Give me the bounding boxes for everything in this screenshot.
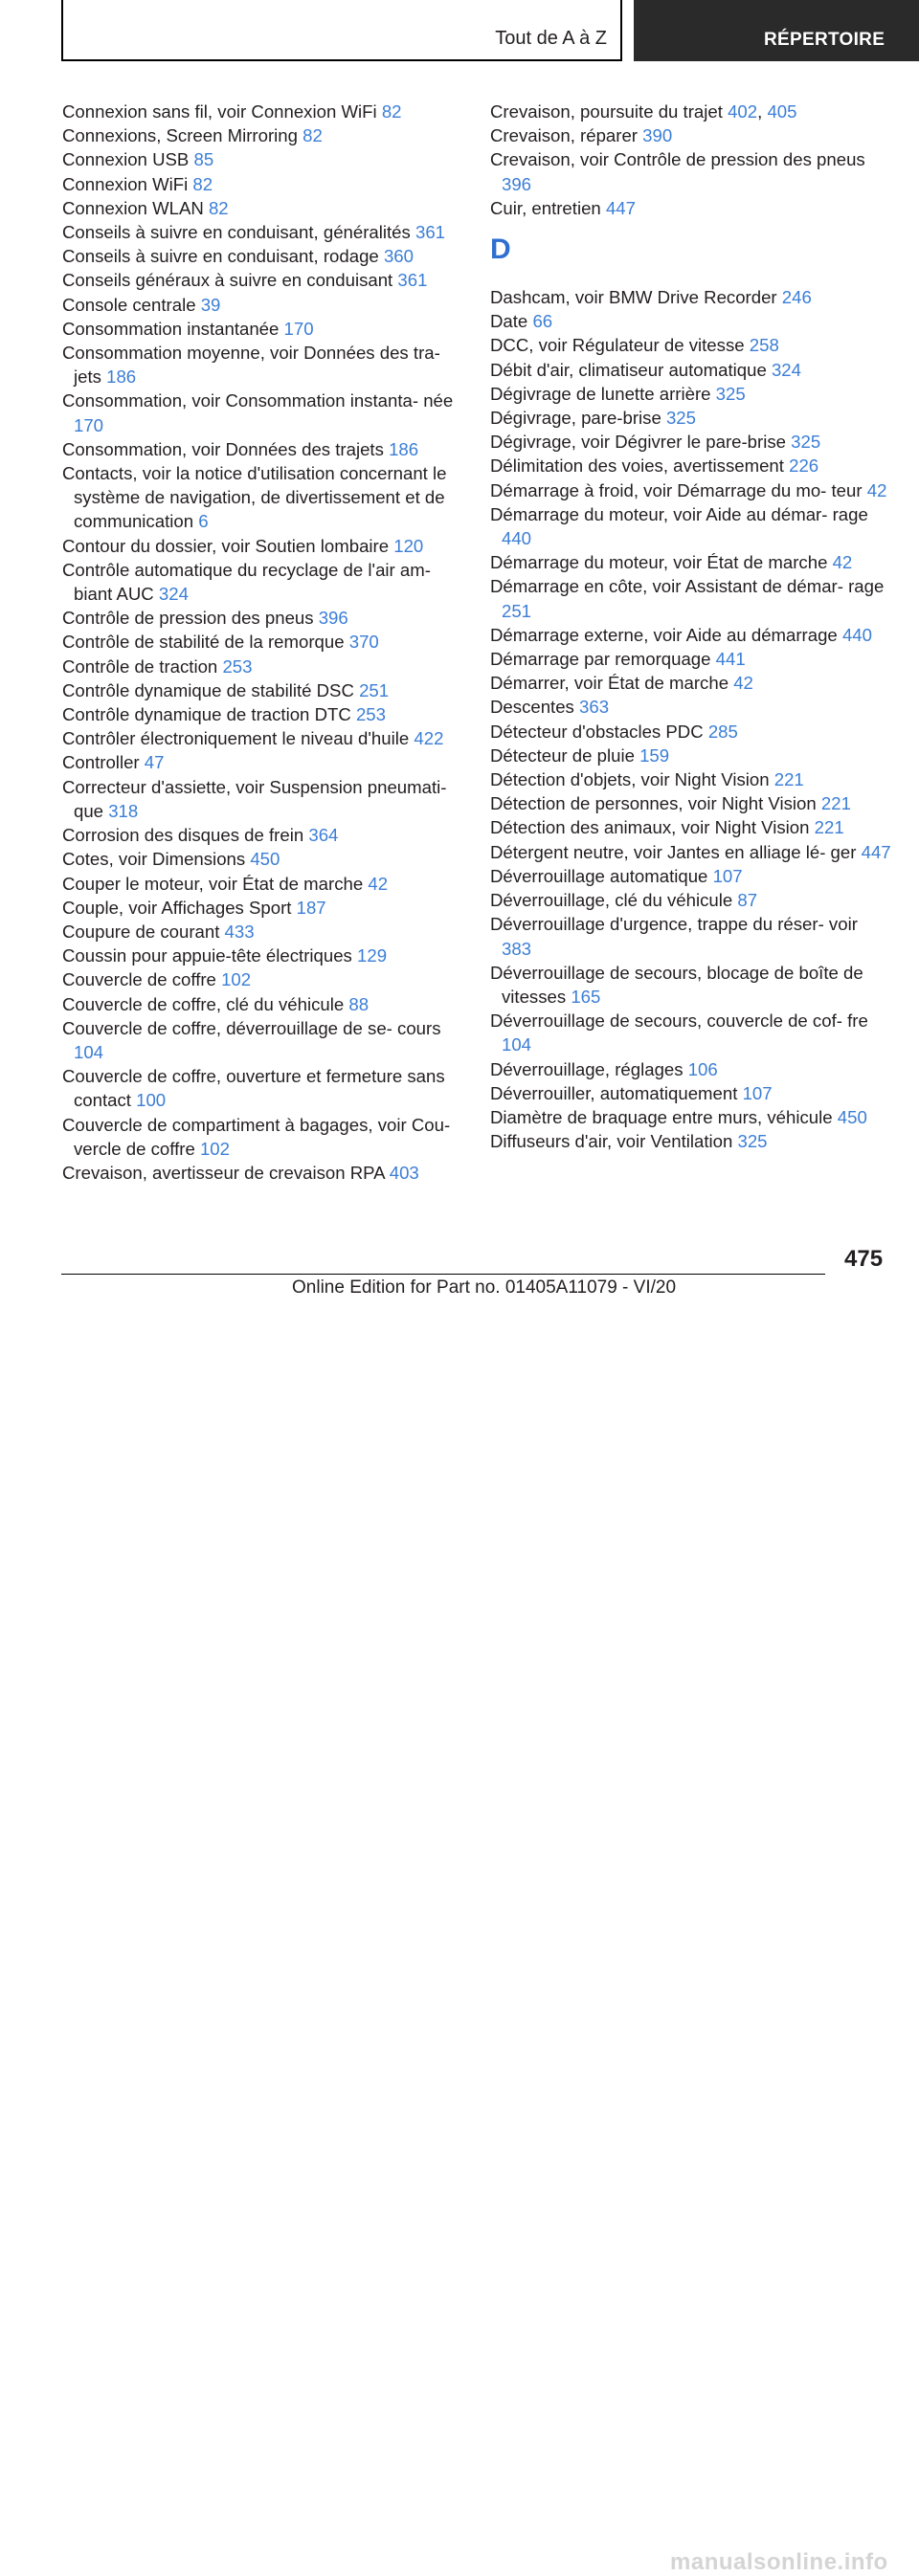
index-entry [490,196,892,220]
page-reference-link[interactable]: 170 [74,414,104,435]
index-entry-term: Contacts, voir la notice d'utilisation concernant le système de navigation, de divertissement et de communication [62,463,447,532]
page-reference-link[interactable]: 106 [687,1058,718,1079]
index-entry-term: Couvercle de compartiment à bagages, voir Cou‐ vercle de coffre [62,1114,451,1159]
footer [0,1277,919,2575]
page-reference-link[interactable]: 104 [502,1034,532,1055]
page-reference-link[interactable]: 402 [728,101,758,122]
index-entry-term: Coussin pour appuie-tête électriques [62,945,352,966]
page-reference-link[interactable]: 396 [318,608,348,629]
page-reference-link[interactable]: 221 [773,769,804,790]
index-entry-term: Cotes, voir Dimensions [62,849,246,870]
page-reference-link[interactable]: 285 [707,721,738,742]
index-entry [62,630,464,654]
index-entry [62,123,464,147]
index-entry [62,847,464,871]
section-letter-d: D [490,233,511,266]
page-reference-link[interactable]: 82 [303,125,323,146]
index-entry [490,961,892,1009]
index-entry-term: Détection des animaux, voir Night Vision [490,817,810,838]
index-entry-term: Contrôle de pression des pneus [62,608,314,629]
page-reference-link[interactable]: 325 [737,1131,768,1152]
page-reference-link[interactable]: 253 [355,704,386,725]
index-entry [490,767,892,791]
index-entry-term: Détection d'objets, voir Night Vision [490,769,770,790]
page-reference-link[interactable]: 82 [192,173,213,194]
index-entry-term: Déverrouiller, automatiquement [490,1082,738,1103]
index-entry [490,285,892,309]
index-entry [62,244,464,268]
index-entry [62,172,464,196]
index-entry-term: Consommation, voir Données des trajets [62,438,384,459]
index-entry [490,720,892,744]
page-reference-link[interactable]: 325 [665,408,696,429]
page-reference-link[interactable]: 85 [193,149,214,170]
index-entry [490,147,892,195]
index-entry-term: Dégivrage de lunette arrière [490,383,711,404]
page-reference-link[interactable]: 42 [368,873,389,894]
index-entry-term: Déverrouillage, clé du véhicule [490,890,733,911]
index-entry [62,896,464,920]
page-reference-link[interactable]: 450 [837,1106,867,1127]
page-reference-link[interactable]: 39 [200,294,221,315]
index-entry-term: Détecteur d'obstacles PDC [490,721,704,742]
index-entry [62,341,464,389]
page-reference-link[interactable]: 102 [199,1138,230,1159]
page-separator: , [757,101,763,122]
page-reference-link[interactable]: 42 [866,479,887,500]
index-entry-term: Démarrage du moteur, voir État de marche [490,552,828,573]
index-entry [62,268,464,292]
index-entry [490,1129,892,1153]
header-section-label: Tout de A à Z [495,28,607,49]
index-column-left [62,100,464,1185]
index-entry-term: Débit d'air, climatiseur automatique [490,359,767,380]
index-entry-term: Détecteur de pluie [490,744,635,766]
page-reference-link[interactable]: 325 [715,383,746,404]
page-reference-link[interactable]: 251 [359,679,390,700]
index-entry [62,461,464,534]
index-entry [490,1057,892,1081]
index-entry-term: Démarrage à froid, voir Démarrage du mo‐ teur [490,479,863,500]
index-entry [62,293,464,317]
index-entry-term: Consommation moyenne, voir Données des tra‐ jets [62,343,440,388]
page-reference-link[interactable]: 170 [283,318,314,339]
index-entry-term: Crevaison, poursuite du trajet [490,101,723,122]
index-entry [62,558,464,606]
index-entry [490,358,892,382]
page-reference-link[interactable]: 42 [733,673,753,694]
page-reference-link[interactable]: 221 [820,793,851,814]
page-reference-link[interactable]: 422 [414,728,444,749]
index-entry [490,864,892,888]
index-entry-term: Démarrage externe, voir Aide au démarrage [490,624,838,645]
index-entry [62,992,464,1016]
index-entry [62,100,464,123]
index-entry-term: Crevaison, réparer [490,125,638,146]
footer-divider [61,1274,825,1275]
index-entry [490,382,892,406]
index-entry-term: Controller [62,752,140,773]
index-entry [62,967,464,991]
index-entry [62,823,464,847]
page-reference-link[interactable]: 447 [605,197,636,218]
index-entry-term: Déverrouillage de secours, couvercle de cof‐ fre [490,1010,868,1032]
index-entry-term: Console centrale [62,294,196,315]
index-entry [490,647,892,671]
index-entry-term: Contrôle de stabilité de la remorque [62,632,345,653]
index-entry [62,389,464,436]
index-entry-term: Correcteur d'assiette, voir Suspension pneumati‐ que [62,776,447,821]
index-entry [62,678,464,702]
index-entry [490,1009,892,1056]
page-reference-link[interactable]: 42 [832,552,853,573]
index-entry-term: Contrôle automatique du recyclage de l'air am‐ biant AUC [62,559,431,605]
index-entry [62,655,464,678]
index-entry [62,317,464,341]
page-reference-link[interactable]: 318 [108,800,139,821]
page-reference-link[interactable]: 403 [389,1162,419,1183]
index-entry [62,1113,464,1161]
index-entry [62,726,464,750]
index-entry-term: Connexions, Screen Mirroring [62,125,298,146]
index-entry-term: Consommation, voir Consommation instanta‐ née [62,390,454,411]
index-entry [62,702,464,726]
index-entry-term: Contour du dossier, voir Soutien lombaire [62,535,390,556]
index-entry [62,944,464,967]
index-entry-term: Cuir, entretien [490,197,601,218]
index-entry-term: Couvercle de coffre, ouverture et fermeture sans contact [62,1066,445,1111]
index-entry [490,671,892,695]
page-reference-link[interactable]: 107 [742,1082,773,1103]
index-entry [490,623,892,647]
page-reference-link[interactable]: 324 [771,359,801,380]
index-entry [62,872,464,896]
index-entry [62,775,464,823]
index-entry [490,100,892,123]
index-entry-term: Démarrage par remorquage [490,649,711,670]
index-group-c-continued [490,100,892,220]
page-reference-link[interactable]: 258 [749,335,779,356]
index-entry [62,1064,464,1112]
index-entry [490,430,892,454]
page-reference-link[interactable]: 159 [639,744,670,766]
index-entry-term: Démarrage en côte, voir Assistant de démar‐ rage [490,576,885,597]
index-entry [490,791,892,815]
page-reference-link[interactable]: 104 [74,1041,104,1062]
page-reference-link[interactable]: 360 [383,246,414,267]
index-entry-term: Dashcam, voir BMW Drive Recorder [490,287,777,308]
page-reference-link[interactable]: 390 [642,125,673,146]
index-entry-term: Coupure de courant [62,921,220,942]
index-entry-term: Contrôle dynamique de traction DTC [62,704,351,725]
index-entry [490,478,892,502]
page-reference-link[interactable]: 88 [348,993,370,1014]
page-reference-link[interactable]: 361 [415,222,446,243]
index-entry-term: Crevaison, voir Contrôle de pression des pneus [490,149,865,170]
index-entry-term: Déverrouillage d'urgence, trappe du réser‐ voir [490,914,858,935]
page-reference-link[interactable]: 129 [357,945,388,966]
page-reference-link[interactable]: 100 [136,1090,167,1111]
page-reference-link[interactable]: 186 [106,366,137,388]
index-entry [62,1016,464,1064]
index-entry [490,574,892,622]
index-entry-term: Conseils à suivre en conduisant, généralités [62,222,411,243]
page-reference-link[interactable]: 405 [767,101,797,122]
index-entry-term: Connexion WiFi [62,173,189,194]
index-entry [490,550,892,574]
index-entry-term: Délimitation des voies, avertissement [490,455,784,477]
index-entry [62,606,464,630]
index-entry [62,920,464,944]
index-entry-term: Crevaison, avertisseur de crevaison RPA [62,1162,385,1183]
index-entry-term: Démarrage du moteur, voir Aide au démar‐ rage [490,503,868,524]
index-entry [490,1105,892,1129]
page-reference-link[interactable]: 221 [814,817,844,838]
index-entry [490,333,892,357]
index-entry-term: Connexion sans fil, voir Connexion WiFi [62,101,377,122]
index-entry [62,437,464,461]
index-entry-term: DCC, voir Régulateur de vitesse [490,335,745,356]
page-reference-link[interactable]: 450 [250,849,280,870]
page-reference-link[interactable]: 102 [221,969,252,990]
index-entry [62,750,464,774]
index-entry-term: Contrôle dynamique de stabilité DSC [62,679,354,700]
page-number: 475 [844,1246,884,1272]
page-reference-link[interactable]: 361 [397,270,428,291]
index-entry [490,454,892,477]
index-entry-term: Consommation instantanée [62,318,280,339]
index-entry-term: Couper le moteur, voir État de marche [62,873,364,894]
index-entry [490,744,892,767]
index-entry-term: Couvercle de coffre, déverrouillage de se‐ cours [62,1017,441,1038]
index-entry [490,309,892,333]
index-entry [490,406,892,430]
index-entry-term: Diamètre de braquage entre murs, véhicule [490,1106,833,1127]
index-entry-term: Diffuseurs d'air, voir Ventilation [490,1131,733,1152]
page-reference-link[interactable]: 364 [308,825,339,846]
index-entry-term: Corrosion des disques de frein [62,825,304,846]
page-reference-link[interactable]: 66 [532,311,553,332]
page-reference-link[interactable]: 87 [737,890,758,911]
index-entry-term: Dégivrage, pare-brise [490,408,661,429]
index-entry [490,502,892,550]
index-entry [62,147,464,171]
footer-edition-text: Online Edition for Part no. 01405A11079 - VI/20 [292,1277,677,1298]
page-reference-link[interactable]: 440 [841,624,872,645]
index-entry-term: Déverrouillage automatique [490,865,708,886]
index-entry [490,695,892,719]
index-entry-term: Contrôler électroniquement le niveau d'huile [62,728,410,749]
index-entry-term: Connexion WLAN [62,197,204,218]
page-reference-link[interactable]: 440 [502,528,532,549]
page-reference-link[interactable]: 82 [208,197,229,218]
watermark: manualsonline.info [670,2549,888,2575]
index-column-right [490,100,892,1153]
index-group-d [490,285,892,1153]
index-entry-term: Date [490,311,528,332]
header-chapter-tab [634,0,919,61]
index-entry-term: Contrôle de traction [62,655,218,677]
page-reference-link[interactable]: 363 [579,697,610,718]
header-chapter-label: RÉPERTOIRE [764,30,885,50]
page-reference-link[interactable]: 253 [222,655,253,677]
index-entry [490,912,892,960]
index-entry-term: Couvercle de coffre, clé du véhicule [62,993,345,1014]
page-reference-link[interactable]: 383 [502,938,532,959]
page-reference-link[interactable]: 226 [789,455,819,477]
page-reference-link[interactable]: 186 [389,438,419,459]
index-entry-term: Couple, voir Affichages Sport [62,897,292,918]
page-reference-link[interactable]: 6 [198,511,209,532]
index-entry-term: Déverrouillage, réglages [490,1058,684,1079]
page-reference-link[interactable]: 246 [781,287,812,308]
index-entry-term: Détergent neutre, voir Jantes en alliage lé‐ ger [490,841,857,862]
index-entry [62,220,464,244]
index-entry-term: Connexion USB [62,149,190,170]
index-entry [490,840,892,864]
index-entry [62,196,464,220]
page-reference-link[interactable]: 325 [791,432,821,453]
page-reference-link[interactable]: 433 [224,921,255,942]
page-reference-link[interactable]: 370 [348,632,379,653]
index-entry [490,815,892,839]
header-section-title [61,0,622,61]
page-reference-link[interactable]: 396 [502,173,532,194]
page-reference-link[interactable]: 82 [381,101,402,122]
index-entry [62,534,464,558]
index-entry-term: Déverrouillage de secours, blocage de boîte de vitesses [490,962,863,1007]
index-entry-term: Conseils généraux à suivre en conduisant [62,270,393,291]
index-entry [490,888,892,912]
page-reference-link[interactable]: 187 [296,897,326,918]
index-entry [490,123,892,147]
page-reference-link[interactable]: 251 [502,600,532,621]
index-entry-term: Dégivrage, voir Dégivrer le pare-brise [490,432,786,453]
index-entry-term: Couvercle de coffre [62,969,216,990]
page-reference-link[interactable]: 324 [158,584,189,605]
index-entry-term: Descentes [490,697,574,718]
index-entry [490,1081,892,1105]
index-entry-term: Démarrer, voir État de marche [490,673,729,694]
page-reference-link[interactable]: 441 [715,649,746,670]
page-reference-link[interactable]: 47 [144,752,165,773]
page-reference-link[interactable]: 447 [861,841,891,862]
index-entry [62,1161,464,1185]
index-entry-term: Conseils à suivre en conduisant, rodage [62,246,379,267]
index-entry-term: Détection de personnes, voir Night Vision [490,793,817,814]
page-reference-link[interactable]: 165 [571,986,601,1007]
page-reference-link[interactable]: 120 [393,535,424,556]
page-reference-link[interactable]: 107 [712,865,743,886]
